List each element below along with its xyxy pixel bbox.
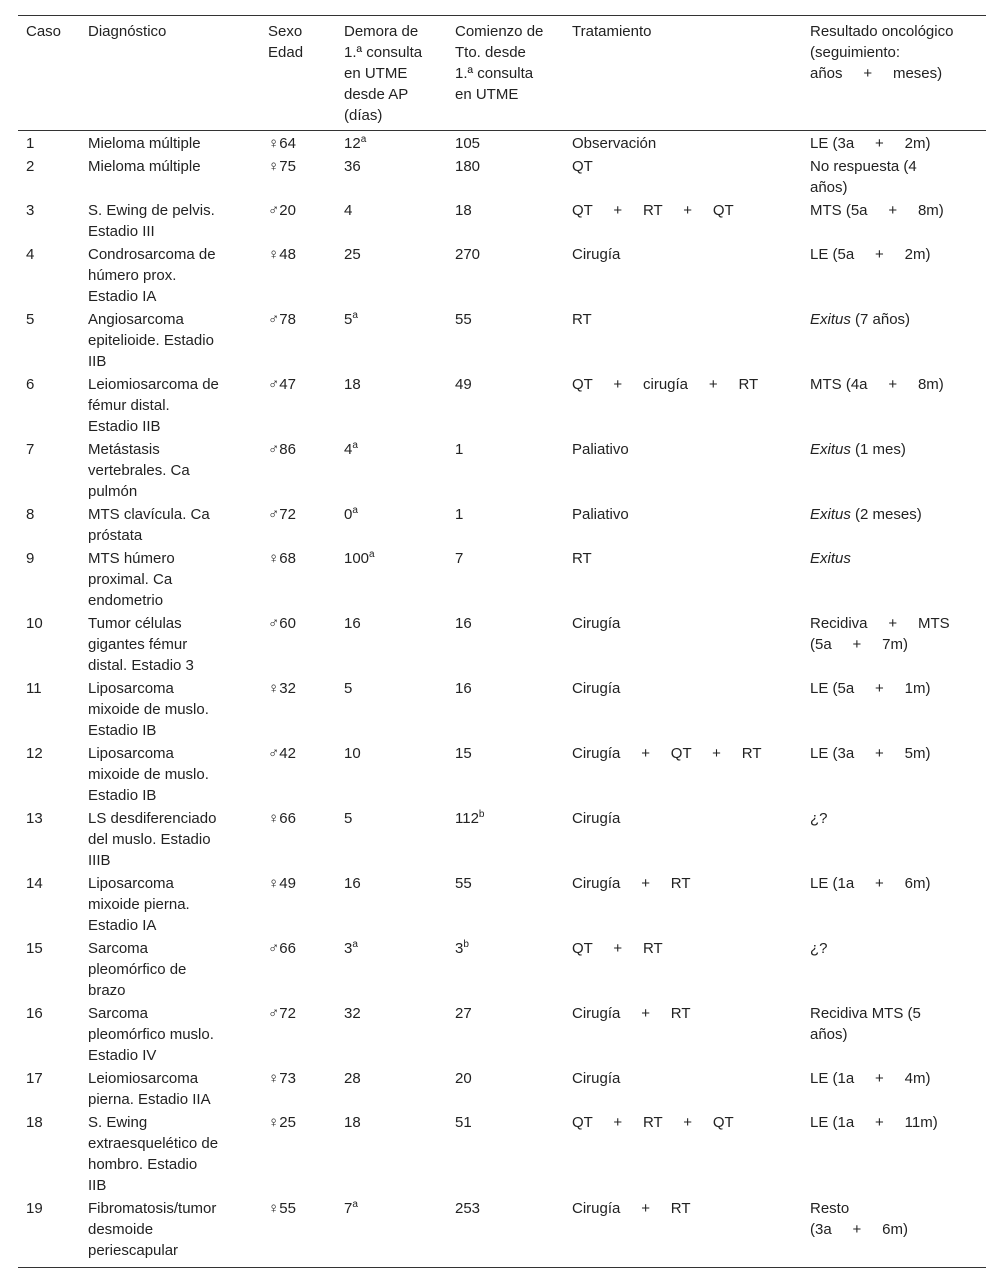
header-caso: Caso [18, 16, 88, 131]
cell-resultado [810, 438, 986, 503]
comienzo-value: 55 [455, 311, 472, 328]
cell-diagnostico: Condrosarcoma de húmero prox. Estadio IA [88, 246, 216, 305]
table-row [18, 1002, 986, 1067]
cell-sexo-edad: ♀32 [268, 680, 296, 697]
cell-comienzo [455, 199, 572, 243]
comienzo-value: 3 [455, 940, 464, 957]
cell-sexo-edad: ♂42 [268, 745, 296, 762]
header-sexo-edad: Sexo Edad [268, 16, 344, 131]
cell-tratamiento: Paliativo [572, 441, 629, 458]
cell-sexo-edad: ♀68 [268, 550, 296, 567]
demora-value: 18 [344, 1114, 361, 1131]
cell-tratamiento: Observación [572, 135, 657, 152]
demora-value: 0 [344, 506, 353, 523]
comienzo-value: 18 [455, 202, 472, 219]
demora-value: 5 [344, 680, 353, 697]
comienzo-value: 180 [455, 158, 481, 175]
comienzo-value: 20 [455, 1070, 472, 1087]
cell-tratamiento: Cirugía + RT [572, 1197, 810, 1268]
cell-tratamiento: QT + RT + QT [572, 1114, 734, 1131]
cell-tratamiento: Cirugía + RT [572, 1005, 691, 1022]
comienzo-value: 55 [455, 875, 472, 892]
cell-sexo-edad: ♂60 [268, 615, 296, 632]
cell-comienzo [455, 872, 572, 937]
header-comienzo: Comienzo de Tto. desde 1.ª consulta en UTME [455, 16, 572, 131]
cell-tratamiento: Cirugía [572, 810, 621, 827]
cell-diagnostico: Tumor células gigantes fémur distal. Estadio 3 [88, 615, 194, 674]
cell-sexo-edad: ♂72 [268, 1005, 296, 1022]
comienzo-value: 27 [455, 1005, 472, 1022]
cell-resultado [810, 243, 986, 308]
cell-caso: 7 [26, 441, 35, 458]
resultado-italic: Exitus [810, 311, 851, 328]
cell-resultado [810, 612, 986, 677]
demora-value: 10 [344, 745, 361, 762]
resultado-rest: (1 mes) [850, 441, 906, 458]
cell-diagnostico: MTS húmero proximal. Ca endometrio [88, 550, 175, 609]
cell-resultado [810, 937, 986, 1002]
demora-footnote-mark: a [352, 939, 358, 950]
cell-sexo-edad: ♀48 [268, 246, 296, 263]
resultado-rest: (7 años) [850, 311, 911, 328]
cell-caso: 9 [26, 550, 35, 567]
comienzo-value: 51 [455, 1114, 472, 1131]
resultado-value: MTS (5a + 8m) [810, 202, 944, 219]
header-diagnostico: Diagnóstico [88, 16, 268, 131]
cell-diagnostico: Angiosarcoma epitelioide. Estadio IIB [88, 311, 214, 370]
comienzo-footnote-mark: b [463, 939, 469, 950]
cell-caso: 15 [26, 940, 43, 957]
cell-comienzo [455, 612, 572, 677]
cell-comienzo [455, 547, 572, 612]
cell-comienzo [455, 308, 572, 373]
cell-resultado [810, 308, 986, 373]
table-row [18, 807, 986, 872]
cell-sexo-edad: ♂72 [268, 506, 296, 523]
cell-comienzo [455, 155, 572, 199]
table-body [18, 131, 986, 1268]
cell-caso: 13 [26, 810, 43, 827]
cell-tratamiento: Cirugía + QT + RT [572, 745, 762, 762]
cell-comienzo [455, 1067, 572, 1111]
cell-sexo-edad: ♂47 [268, 376, 296, 393]
cell-comienzo [455, 438, 572, 503]
cell-tratamiento: QT + cirugía + RT [572, 376, 759, 393]
cell-tratamiento: QT + RT [572, 940, 663, 957]
cell-caso: 11 [26, 680, 42, 697]
cell-resultado [810, 131, 986, 156]
cell-comienzo [455, 243, 572, 308]
table-row [18, 503, 986, 547]
cell-demora [344, 612, 455, 677]
cell-tratamiento: RT [572, 311, 592, 328]
table-row [18, 547, 986, 612]
demora-footnote-mark: a [360, 134, 367, 145]
demora-value: 5 [344, 810, 353, 827]
demora-value: 5 [344, 311, 353, 328]
cell-caso: 4 [26, 246, 35, 263]
comienzo-value: 1 [455, 441, 464, 458]
comienzo-value: 1 [455, 506, 464, 523]
cell-comienzo [455, 807, 572, 872]
cell-caso: 3 [26, 202, 35, 219]
cell-demora [344, 199, 455, 243]
cell-sexo-edad: ♀49 [268, 875, 296, 892]
resultado-value: ¿? [810, 810, 828, 827]
cell-demora [344, 872, 455, 937]
resultado-value: ¿? [810, 940, 828, 957]
cell-caso: 16 [26, 1005, 43, 1022]
demora-footnote-mark: a [352, 1199, 358, 1210]
cell-caso: 5 [26, 311, 35, 328]
cell-demora [344, 373, 455, 438]
cases-table [18, 15, 986, 1268]
cell-sexo-edad: ♂20 [268, 202, 296, 219]
demora-footnote-mark: a [352, 440, 358, 451]
resultado-value: LE (1a + 11m) [810, 1114, 938, 1131]
cell-diagnostico: S. Ewing de pelvis. Estadio III [88, 202, 215, 240]
cell-sexo-edad: ♂86 [268, 441, 296, 458]
comienzo-value: 16 [455, 680, 472, 697]
demora-footnote-mark: a [369, 549, 375, 560]
cell-comienzo [455, 1111, 572, 1197]
table-row [18, 438, 986, 503]
resultado-value: LE (1a + 4m) [810, 1070, 931, 1087]
comienzo-value: 15 [455, 745, 472, 762]
resultado-value: MTS (4a + 8m) [810, 376, 944, 393]
cell-demora [344, 937, 455, 1002]
cell-tratamiento: QT + RT + QT [572, 202, 734, 219]
cell-resultado [810, 1111, 986, 1197]
cell-diagnostico: Sarcoma pleomórfico de brazo [88, 940, 187, 999]
cell-tratamiento: Cirugía [572, 615, 621, 632]
cell-resultado [810, 807, 986, 872]
demora-value: 28 [344, 1070, 361, 1087]
cell-caso: 19 [18, 1197, 88, 1268]
cell-diagnostico: LS desdiferenciado del muslo. Estadio IIIB [88, 810, 217, 869]
demora-value: 16 [344, 615, 361, 632]
cell-demora [344, 308, 455, 373]
demora-footnote-mark: a [352, 505, 358, 516]
table-row [18, 872, 986, 937]
resultado-value: LE (3a + 5m) [810, 745, 931, 762]
table-row [18, 1067, 986, 1111]
cell-caso: 17 [26, 1070, 43, 1087]
header-resultado: Resultado oncológico (seguimiento: años + meses) [810, 16, 986, 131]
cell-demora [344, 503, 455, 547]
cell-sexo-edad: ♀55 [268, 1197, 344, 1268]
resultado-italic: Exitus [810, 441, 851, 458]
cell-demora [344, 677, 455, 742]
cell-comienzo [455, 742, 572, 807]
cell-diagnostico: Leiomiosarcoma pierna. Estadio IIA [88, 1070, 211, 1108]
cell-diagnostico: Leiomiosarcoma de fémur distal. Estadio IIB [88, 376, 219, 435]
cell-caso: 14 [26, 875, 43, 892]
cell-diagnostico: Sarcoma pleomórfico muslo. Estadio IV [88, 1005, 214, 1064]
resultado-value: No respuesta (4 años) [810, 158, 917, 196]
header-row [18, 16, 986, 131]
table-row [18, 742, 986, 807]
cell-resultado [810, 742, 986, 807]
cell-diagnostico: Fibromatosis/tumor desmoide periescapular [88, 1197, 268, 1268]
table-header [18, 16, 986, 131]
cell-tratamiento: Cirugía [572, 246, 621, 263]
cell-resultado [810, 872, 986, 937]
cell-sexo-edad: ♀66 [268, 810, 296, 827]
cell-tratamiento: Cirugía [572, 1070, 621, 1087]
cell-diagnostico: MTS clavícula. Ca próstata [88, 506, 210, 544]
resultado-value: LE (1a + 6m) [810, 875, 931, 892]
demora-value: 4 [344, 202, 353, 219]
cell-demora [344, 547, 455, 612]
cell-demora [344, 742, 455, 807]
cell-tratamiento: Cirugía + RT [572, 875, 691, 892]
comienzo-value: 16 [455, 615, 472, 632]
demora-footnote-mark: a [352, 310, 358, 321]
cell-resultado [810, 677, 986, 742]
cell-diagnostico: Mieloma múltiple [88, 135, 201, 152]
cell-demora [344, 438, 455, 503]
table-row [18, 677, 986, 742]
cell-caso: 18 [26, 1114, 43, 1131]
table-row [18, 308, 986, 373]
resultado-value: Recidiva + MTS (5a + 7m) [810, 615, 950, 653]
cell-tratamiento: Paliativo [572, 506, 629, 523]
cell-comienzo [455, 1002, 572, 1067]
table-row [18, 155, 986, 199]
table-row [18, 1197, 986, 1268]
cell-diagnostico: Liposarcoma mixoide pierna. Estadio IA [88, 875, 190, 934]
cell-sexo-edad: ♀75 [268, 158, 296, 175]
cell-comienzo [455, 131, 572, 156]
cell-comienzo [455, 937, 572, 1002]
cell-demora [344, 155, 455, 199]
cell-caso: 1 [26, 135, 35, 152]
demora-value: 12 [344, 135, 361, 152]
cell-demora [344, 1067, 455, 1111]
cell-sexo-edad: ♂78 [268, 311, 296, 328]
demora-value: 16 [344, 875, 361, 892]
demora-value: 36 [344, 158, 361, 175]
resultado-value: Recidiva MTS (5 años) [810, 1005, 921, 1043]
cell-sexo-edad: ♀64 [268, 135, 296, 152]
table-row [18, 131, 986, 156]
cell-tratamiento: QT [572, 158, 593, 175]
comienzo-value: 105 [455, 135, 481, 152]
cell-tratamiento: Cirugía [572, 680, 621, 697]
demora-value: 4 [344, 441, 353, 458]
resultado-italic: Exitus [810, 506, 851, 523]
comienzo-footnote-mark: b [478, 809, 485, 820]
cell-sexo-edad: ♀73 [268, 1070, 296, 1087]
cell-comienzo [455, 503, 572, 547]
resultado-value: Resto (3a + 6m) [810, 1200, 908, 1238]
cell-demora [344, 807, 455, 872]
demora-value: 32 [344, 1005, 361, 1022]
cell-caso: 6 [26, 376, 35, 393]
comienzo-value: 49 [455, 376, 472, 393]
cell-demora [344, 1111, 455, 1197]
comienzo-value: 253 [455, 1200, 481, 1217]
cell-caso: 8 [26, 506, 35, 523]
cell-resultado [810, 155, 986, 199]
cell-resultado [810, 1067, 986, 1111]
demora-value: 18 [344, 376, 361, 393]
demora-value: 7 [344, 1200, 353, 1217]
cell-tratamiento: RT [572, 550, 592, 567]
cell-comienzo [455, 1197, 572, 1268]
cell-resultado [810, 1002, 986, 1067]
cell-sexo-edad: ♂66 [268, 940, 296, 957]
demora-value: 100 [344, 550, 370, 567]
cell-diagnostico: S. Ewing extraesquelético de hombro. Estadio IIB [88, 1114, 219, 1194]
table-row [18, 612, 986, 677]
cell-comienzo [455, 373, 572, 438]
demora-value: 3 [344, 940, 353, 957]
cell-demora [344, 1002, 455, 1067]
demora-value: 25 [344, 246, 361, 263]
cell-caso: 10 [26, 615, 43, 632]
cell-resultado [810, 1197, 986, 1268]
comienzo-value: 7 [455, 550, 464, 567]
resultado-italic: Exitus [810, 550, 851, 567]
cell-resultado [810, 373, 986, 438]
cell-diagnostico: Liposarcoma mixoide de muslo. Estadio IB [88, 680, 209, 739]
table-row [18, 243, 986, 308]
table-row [18, 373, 986, 438]
cell-sexo-edad: ♀25 [268, 1114, 296, 1131]
cell-demora [344, 1197, 455, 1268]
comienzo-value: 270 [455, 246, 481, 263]
resultado-value: LE (5a + 2m) [810, 246, 931, 263]
cell-diagnostico: Liposarcoma mixoide de muslo. Estadio IB [88, 745, 209, 804]
table-row [18, 937, 986, 1002]
cell-resultado [810, 547, 986, 612]
table-row [18, 1111, 986, 1197]
resultado-value: LE (3a + 2m) [810, 135, 931, 152]
header-demora: Demora de 1.ª consulta en UTME desde AP (días) [344, 16, 455, 131]
comienzo-value: 112 [455, 810, 479, 827]
resultado-value: LE (5a + 1m) [810, 680, 931, 697]
cell-comienzo [455, 677, 572, 742]
resultado-rest: (2 meses) [850, 506, 922, 523]
cell-resultado [810, 503, 986, 547]
header-tratamiento: Tratamiento [572, 16, 810, 131]
cell-demora [344, 131, 455, 156]
table-row [18, 199, 986, 243]
cell-diagnostico: Mieloma múltiple [88, 158, 201, 175]
cell-demora [344, 243, 455, 308]
cell-caso: 2 [26, 158, 35, 175]
cell-caso: 12 [26, 745, 43, 762]
cell-diagnostico: Metástasis vertebrales. Ca pulmón [88, 441, 190, 500]
cell-resultado [810, 199, 986, 243]
